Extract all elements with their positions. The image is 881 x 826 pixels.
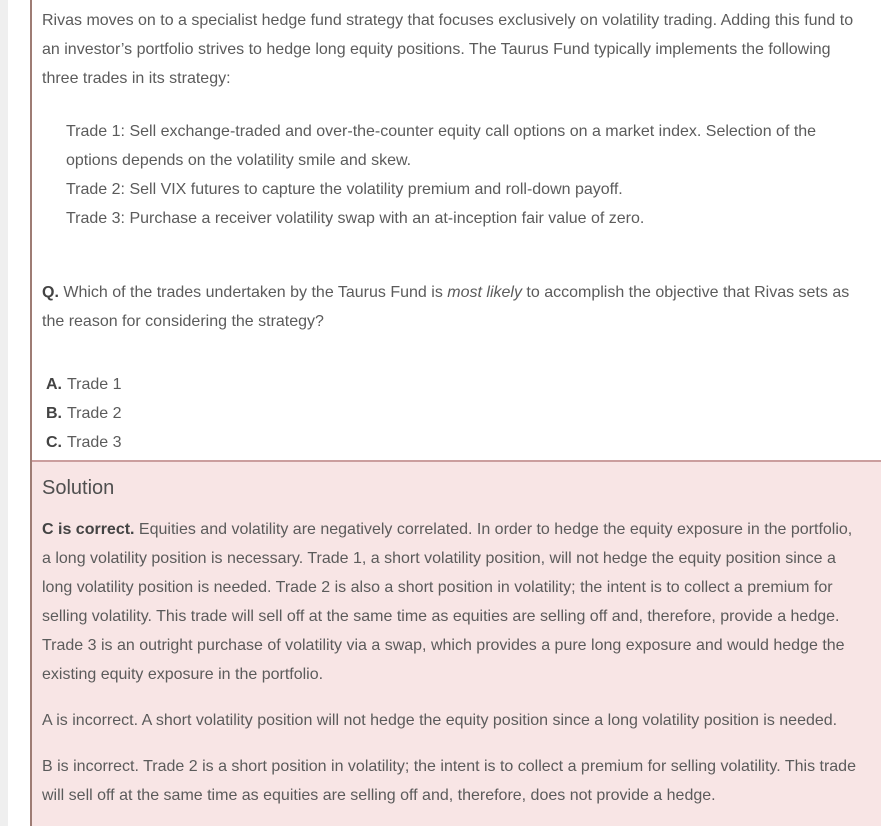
solution-incorrect-b: B is incorrect. Trade 2 is a short position in volatility; the intent is to collect a premium for selling volatility. This trade will sell off at the same time as equities are selling off and, therefore, does not provide a hedge. [42, 758, 856, 804]
trade-item-1: Trade 1: Sell exchange-traded and over-the-counter equity call options on a market index. Selection of the options depends on the volatility smile and skew. [66, 123, 817, 169]
question-content-panel [30, 0, 881, 826]
answer-option-a [42, 370, 857, 399]
option-b-label: B. [46, 405, 62, 422]
answer-option-b [42, 399, 857, 428]
option-a-text: Trade 1 [67, 376, 122, 393]
answer-option-c [42, 428, 857, 457]
question-intro-paragraph: Rivas moves on to a specialist hedge fund strategy that focuses exclusively on volatility trading. Adding this fund to an investor’s portfolio strives to hedge long equity positions. The Taurus Fund typically implements the following three trades in its strategy: [42, 12, 854, 87]
option-c-text: Trade 3 [67, 434, 122, 451]
solution-incorrect-a: A is incorrect. A short volatility position will not hedge the equity position since a long volatility position is needed. [42, 712, 838, 729]
question-stem-text-1: Which of the trades undertaken by the Taurus Fund is [58, 284, 448, 301]
solution-heading: Solution [42, 477, 115, 499]
option-b-text: Trade 2 [67, 405, 122, 422]
trade-item-3: Trade 3: Purchase a receiver volatility swap with an at-inception fair value of zero. [66, 210, 645, 227]
question-stem-italic: most likely [447, 284, 522, 301]
option-a-label: A. [46, 376, 62, 393]
trade-item-2: Trade 2: Sell VIX futures to capture the volatility premium and roll-down payoff. [66, 181, 623, 198]
question-block [32, 0, 881, 460]
question-stem [42, 278, 857, 336]
solution-panel [32, 460, 881, 826]
answer-options [42, 370, 857, 457]
question-label: Q. [42, 284, 59, 301]
correct-answer-text: Equities and volatility are negatively correlated. In order to hedge the equity exposure in the portfolio, a long volatility position is necessary. Trade 1, a short volatility position, will not hedge the equity position since a long volatility position is needed. Trade 2 is also a short position in volatility; the intent is to collect a premium for selling volatility. This trade will sell off at the same time as equities are selling off and, therefore, provide a hedge. Trade 3 is an outright purchase of volatility via a swap, which provides a pure long exposure and would hedge the existing equity exposure in the portfolio. [42, 521, 853, 683]
correct-answer-label: C is correct. [42, 521, 135, 538]
option-c-label: C. [46, 434, 62, 451]
question-stem-text-2: to accomplish the objective that Rivas sets as the reason for considering the strategy? [42, 284, 850, 330]
trade-list [42, 117, 857, 233]
page-left-gutter [0, 0, 8, 826]
solution-correct-explanation [42, 515, 857, 689]
